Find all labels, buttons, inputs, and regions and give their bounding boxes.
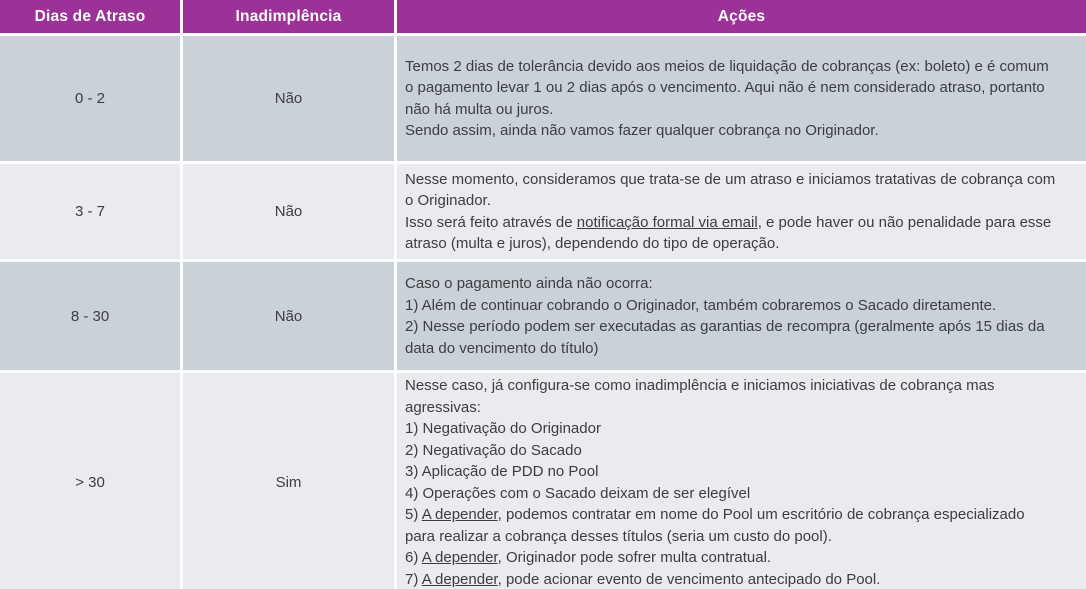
text-segment: 3) Aplicação de PDD no Pool (405, 463, 599, 480)
acoes-paragraph (405, 212, 1056, 255)
underlined-text: A depender (421, 506, 498, 523)
text-segment: 5) (405, 506, 422, 523)
text-segment: , pode acionar evento de vencimento antecipado do Pool. (497, 570, 881, 588)
cell-dias-de-atraso: 0 - 2 (0, 36, 180, 161)
text-segment: Isso será feito através de (405, 213, 577, 231)
cell-inadimplencia: Não (183, 262, 394, 370)
text-segment: 6) (405, 549, 422, 566)
acoes-paragraph (405, 56, 1056, 121)
cell-acoes (397, 373, 1086, 589)
text-segment: 7) (405, 570, 422, 588)
cell-dias-de-atraso: 8 - 30 (0, 262, 180, 370)
acoes-paragraph (405, 316, 1056, 359)
cell-dias-de-atraso: > 30 (0, 373, 180, 589)
text-segment: Nesse caso, já configura-se como inadimplência e iniciamos iniciativas de cobrança mas agressivas: (405, 377, 995, 416)
cell-acoes (397, 164, 1086, 259)
text-segment: 2) Nesse período podem ser executadas as garantias de recompra (geralmente após 15 dias da data do vencimento do título) (405, 318, 1045, 357)
cell-inadimplencia: Não (183, 36, 394, 161)
acoes-paragraph (405, 504, 1056, 547)
text-segment: 4) Operações com o Sacado deixam de ser elegível (405, 484, 751, 502)
cell-inadimplencia: Não (183, 164, 394, 259)
acoes-paragraph (405, 461, 1056, 483)
table-row (0, 262, 1086, 370)
acoes-paragraph (405, 169, 1056, 212)
underlined-text: A depender (421, 570, 498, 588)
text-segment: 2) Negativação do Sacado (405, 441, 582, 459)
text-segment: 1) Além de continuar cobrando o Originador, também cobraremos o Sacado diretamente. (405, 296, 997, 314)
text-segment: , podemos contratar em nome do Pool um escritório de cobrança especializado para realizar a cobrança desses títulos (seria um custo do pool). (405, 506, 1025, 545)
acoes-paragraph (405, 440, 1056, 462)
header-dias-de-atraso: Dias de Atraso (0, 0, 180, 33)
text-segment: , Originador pode sofrer multa contratual. (497, 549, 772, 566)
table-header (0, 0, 1086, 33)
table-row (0, 164, 1086, 259)
text-segment: Temos 2 dias de tolerância devido aos meios de liquidação de cobranças (ex: boleto) e é comum o pagamento levar 1 ou 2 dias após o vencimento. Aqui não é nem considerado atraso, portanto não há multa ou juros. (405, 57, 1049, 118)
cell-dias-de-atraso: 3 - 7 (0, 164, 180, 259)
header-acoes: Ações (397, 0, 1086, 33)
text-segment: 1) Negativação do Originador (405, 420, 601, 437)
acoes-paragraph (405, 120, 1056, 142)
table-row (0, 373, 1086, 589)
acoes-paragraph (405, 483, 1056, 505)
cell-acoes (397, 36, 1086, 161)
table-row (0, 36, 1086, 161)
header-inadimplencia: Inadimplência (183, 0, 394, 33)
cell-inadimplencia: Sim (183, 373, 394, 589)
text-segment: , e pode haver ou não penalidade para esse atraso (multa e juros), dependendo do tipo de operação. (405, 213, 1052, 252)
acoes-paragraph (405, 569, 1056, 589)
acoes-paragraph (405, 295, 1056, 317)
acoes-paragraph (405, 375, 1056, 418)
text-segment: Nesse momento, consideramos que trata-se de um atraso e iniciamos tratativas de cobrança com o Originador. (405, 170, 1056, 209)
table-body (0, 33, 1086, 589)
text-segment: Sendo assim, ainda não vamos fazer qualquer cobrança no Originador. (405, 122, 879, 139)
cell-acoes (397, 262, 1086, 370)
acoes-paragraph (405, 418, 1056, 440)
acoes-paragraph (405, 273, 1056, 295)
text-segment: Caso o pagamento ainda não ocorra: (405, 275, 653, 292)
underlined-text: notificação formal via email (576, 213, 758, 231)
underlined-text: A depender (421, 549, 498, 566)
acoes-paragraph (405, 547, 1056, 569)
